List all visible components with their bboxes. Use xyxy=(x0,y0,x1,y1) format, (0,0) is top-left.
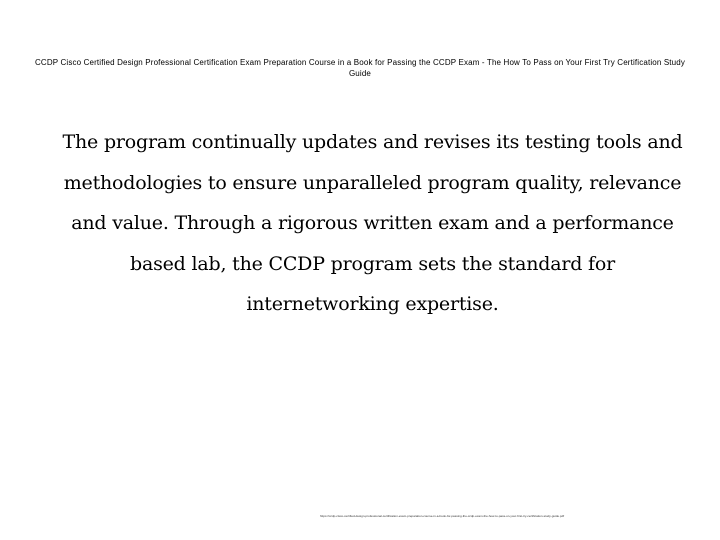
source-url[interactable]: https://ccdp-cisco-certified-design-professional-certification-exam-preparation-course-in-a-book-for-passing-the-ccdp-exam-the-how-to-pass-on-your-first-try-certification-study-guide.pdf xyxy=(320,514,565,518)
document-title: CCDP Cisco Certified Design Professional Certification Exam Preparation Course in a Book for Passing the CCDP Exam - The How To Pass on Your First Try Certification Study Guide xyxy=(34,58,686,78)
body-paragraph: The program continually updates and revises its testing tools and methodologies to ensure unparalleled program quality, relevance and value. Through a rigorous written exam and a performance based lab, the CCDP program sets the standard for internetworking expertise. xyxy=(62,131,683,315)
